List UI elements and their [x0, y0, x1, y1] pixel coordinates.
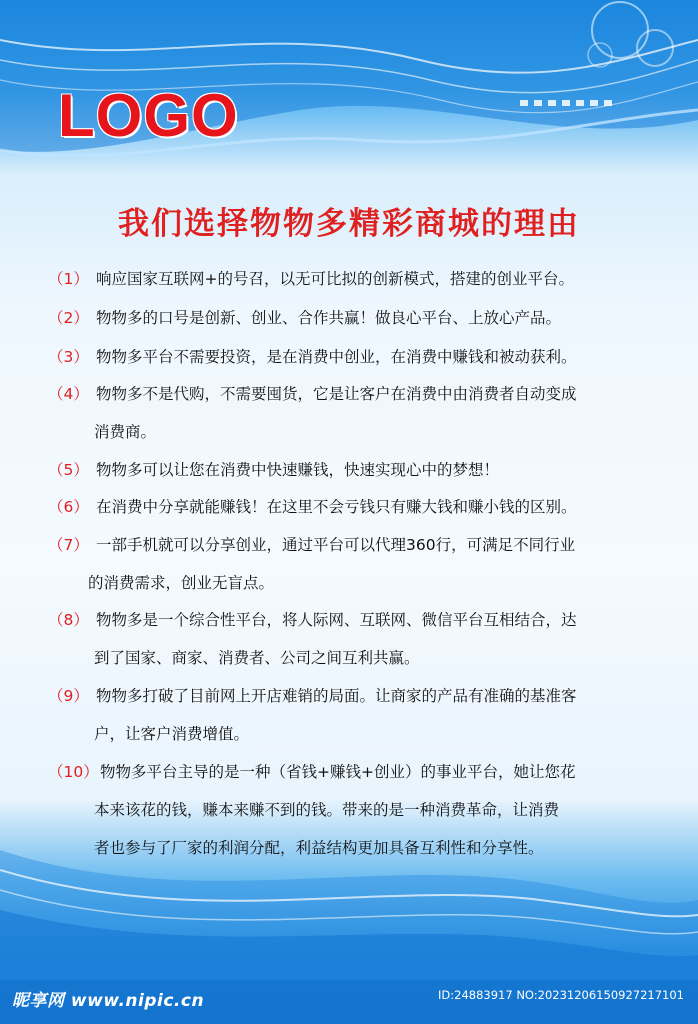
- item-number: （4）: [48, 385, 89, 403]
- item-number: （7）: [48, 536, 89, 554]
- item-text: 物物多可以让您在消费中快速赚钱，快速实现心中的梦想！: [96, 461, 500, 479]
- item-number: （6）: [48, 498, 89, 516]
- item-text: 物物多打破了目前网上开店难销的局面。让商家的产品有准确的基准客: [96, 687, 577, 705]
- item-text: 响应国家互联网+的号召，以无可比拟的创新模式，搭建的创业平台。: [96, 270, 574, 288]
- item-number: （1）: [48, 270, 89, 288]
- item-number: （5）: [48, 461, 89, 479]
- item-text-continued: 的消费需求，创业无盲点。: [88, 574, 275, 592]
- list-item: [48, 260, 668, 298]
- item-text: 物物多是一个综合性平台，将人际网、互联网、微信平台互相结合，达: [96, 611, 577, 629]
- list-item: [48, 753, 668, 867]
- page-title: 我们选择物物多精彩商城的理由: [118, 206, 580, 242]
- list-item: [48, 338, 668, 376]
- logo-text: LOGO: [58, 82, 239, 149]
- list-item: [48, 488, 668, 526]
- item-text: 物物多不是代购，不需要囤货，它是让客户在消费中由消费者自动变成: [96, 385, 577, 403]
- item-number: （3）: [48, 348, 89, 366]
- watermark-brand: 昵享网 www.nipic.cn: [12, 991, 205, 1011]
- list-item: [48, 601, 668, 677]
- item-text-continued: 消费商。: [94, 423, 157, 441]
- item-text: 物物多平台不需要投资，是在消费中创业，在消费中赚钱和被动获利。: [96, 348, 577, 366]
- item-text-continued: 户，让客户消费增值。: [94, 725, 250, 743]
- item-text: 一部手机就可以分享创业，通过平台可以代理360行，可满足不同行业: [96, 536, 576, 554]
- list-item: [48, 451, 668, 489]
- item-number: （2）: [48, 309, 89, 327]
- item-text-continued: 本来该花的钱，赚本来赚不到的钱。带来的是一种消费革命，让消费: [94, 801, 560, 819]
- list-item: [48, 299, 668, 337]
- item-number: （10）: [48, 763, 99, 781]
- item-text-continued: 者也参与了厂家的利润分配，利益结构更加具备互利性和分享性。: [94, 839, 544, 857]
- list-item: [48, 677, 668, 753]
- item-text-continued: 到了国家、商家、消费者、公司之间互利共赢。: [94, 649, 420, 667]
- item-text: 在消费中分享就能赚钱！在这里不会亏钱只有赚大钱和赚小钱的区别。: [96, 498, 577, 516]
- list-item: [48, 375, 668, 451]
- item-number: （9）: [48, 687, 89, 705]
- item-number: （8）: [48, 611, 89, 629]
- list-item: [48, 526, 668, 602]
- item-text: 物物多平台主导的是一种（省钱+赚钱+创业）的事业平台，她让您花: [100, 763, 576, 781]
- watermark-id: ID:24883917 NO:20231206150927217101: [438, 988, 684, 1002]
- item-text: 物物多的口号是创新、创业、合作共赢！做良心平台、上放心产品。: [96, 309, 562, 327]
